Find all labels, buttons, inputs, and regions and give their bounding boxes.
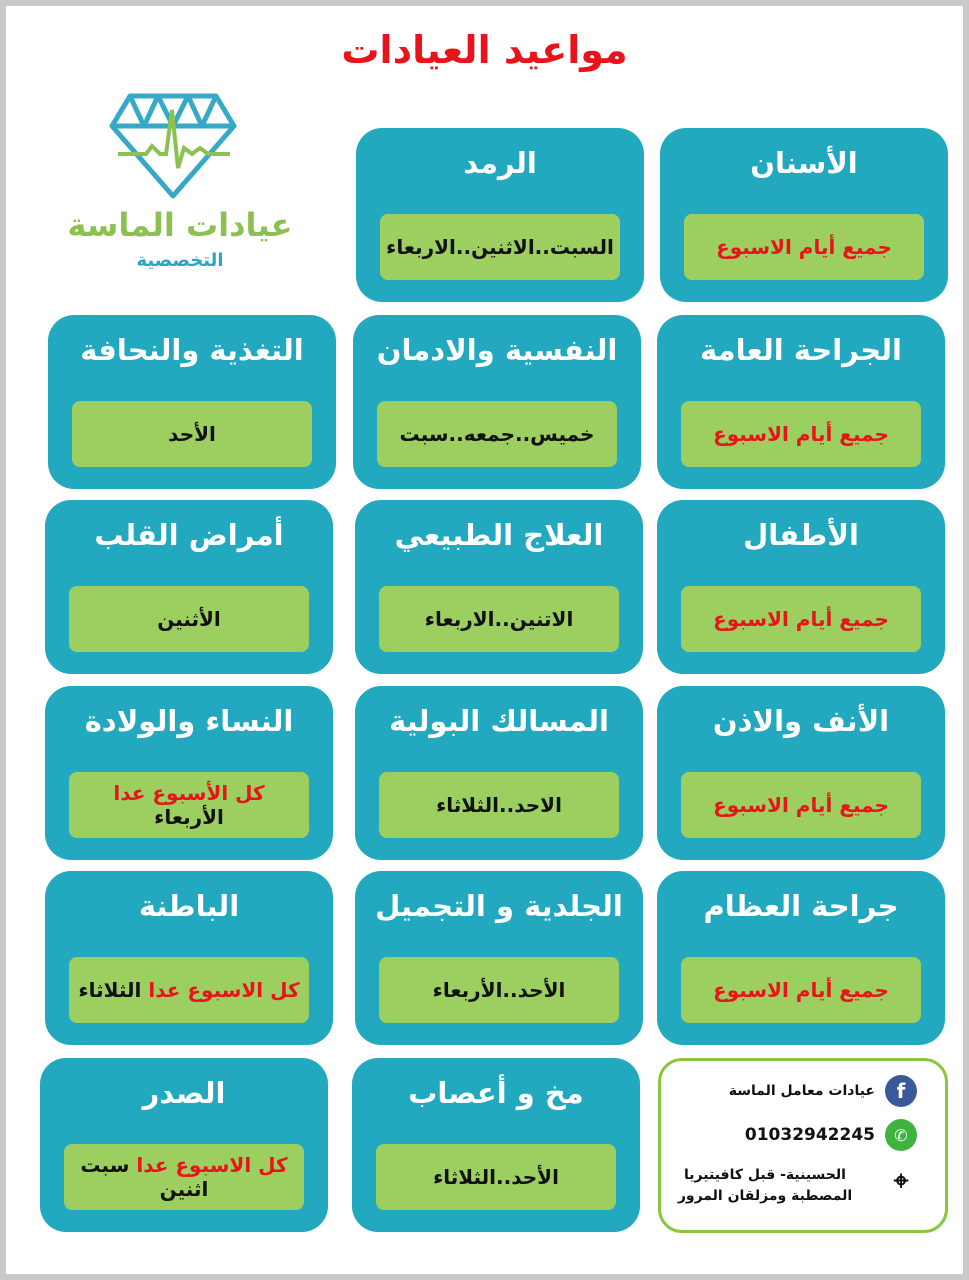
schedule-text: الاحد..الثلاثاء	[436, 793, 562, 817]
clinic-schedule	[681, 401, 921, 467]
location-pin-icon: ⌖	[893, 1165, 909, 1196]
clinic-schedule	[69, 957, 309, 1023]
clinic-schedule	[681, 586, 921, 652]
clinic-title: مخ و أعصاب	[408, 1076, 584, 1110]
clinic-card	[352, 1058, 640, 1232]
schedule-text: جميع أيام الاسبوع	[713, 607, 889, 631]
clinic-card	[355, 500, 643, 674]
logo-subtitle: التخصصية	[136, 250, 224, 271]
whatsapp-icon: ✆	[885, 1119, 917, 1151]
clinic-title: الباطنة	[138, 889, 240, 923]
schedule-text: الأثنين	[157, 607, 221, 631]
clinic-title: جراحة العظام	[703, 889, 899, 923]
page-title: مواعيد العيادات	[341, 28, 628, 72]
clinic-title: أمراض القلب	[94, 518, 284, 552]
clinic-card	[355, 871, 643, 1045]
clinic-schedule	[684, 214, 924, 280]
clinic-card	[45, 686, 333, 860]
clinic-schedule	[681, 957, 921, 1023]
clinic-title: الأنف والاذن	[712, 704, 890, 738]
clinic-card	[657, 315, 945, 489]
clinic-title: الجراحة العامة	[700, 333, 902, 367]
clinic-title: الأطفال	[743, 518, 859, 552]
logo-name: عيادات الماسة	[67, 206, 293, 244]
schedule-text: خميس..جمعه..سبت	[399, 422, 595, 446]
clinic-title: الرمد	[463, 146, 537, 180]
clinic-card	[660, 128, 948, 302]
schedule-text: كل الاسبوع عدا	[136, 1153, 288, 1177]
address-row	[655, 1165, 917, 1207]
clinic-title: النفسية والادمان	[376, 333, 618, 367]
clinic-card	[48, 315, 336, 489]
whatsapp-row[interactable]	[745, 1119, 917, 1151]
clinic-schedule	[379, 957, 619, 1023]
schedule-text: كل الاسبوع عدا	[148, 978, 300, 1002]
clinic-card	[353, 315, 641, 489]
clinic-schedule	[376, 1144, 616, 1210]
schedule-text: الأحد..الثلاثاء	[433, 1165, 559, 1189]
schedule-text: الاتنين..الاربعاء	[424, 607, 574, 631]
clinic-title: العلاج الطبيعي	[394, 518, 604, 552]
whatsapp-number: 01032942245	[744, 1125, 875, 1145]
clinic-card	[45, 871, 333, 1045]
contact-box	[658, 1058, 948, 1233]
clinic-schedule	[681, 772, 921, 838]
clinic-schedule	[380, 214, 620, 280]
schedule-text: سبت اثنين	[80, 1153, 209, 1201]
schedule-text: جميع أيام الاسبوع	[716, 235, 892, 259]
schedule-text: جميع أيام الاسبوع	[713, 793, 889, 817]
clinic-card	[356, 128, 644, 302]
clinic-schedule	[377, 401, 617, 467]
clinic-title: الصدر	[142, 1076, 226, 1110]
clinic-card	[657, 500, 945, 674]
schedule-text: الأربعاء	[154, 805, 224, 829]
clinic-schedule	[64, 1144, 304, 1210]
schedule-text: جميع أيام الاسبوع	[713, 422, 889, 446]
facebook-page-name: عيادات معامل الماسة	[728, 1083, 875, 1099]
clinic-schedule	[69, 772, 309, 838]
clinic-card	[657, 871, 945, 1045]
schedule-text: جميع أيام الاسبوع	[713, 978, 889, 1002]
clinic-schedule	[379, 586, 619, 652]
clinic-title: الأسنان	[750, 146, 858, 180]
clinic-title: التغذية والنحافة	[80, 333, 304, 367]
clinic-logo	[60, 88, 300, 288]
facebook-icon: f	[885, 1075, 917, 1107]
schedule-text: الثلاثاء	[78, 978, 142, 1002]
facebook-row[interactable]	[729, 1075, 917, 1107]
clinic-card	[45, 500, 333, 674]
diamond-heartbeat-icon	[108, 92, 238, 202]
address-text: الحسينية- قبل كافيتيريا المصطبة ومزلقان المرور	[677, 1167, 853, 1204]
clinic-schedule	[69, 586, 309, 652]
schedule-text: الأحد..الأربعاء	[432, 978, 566, 1002]
schedule-text: كل الأسبوع عدا	[113, 781, 265, 805]
clinic-title: المسالك البولية	[389, 704, 609, 738]
clinic-card	[40, 1058, 328, 1232]
clinic-card	[355, 686, 643, 860]
schedule-text: الأحد	[168, 422, 216, 446]
clinic-title: الجلدية و التجميل	[375, 889, 623, 923]
clinic-card	[657, 686, 945, 860]
schedule-text: السبت..الاثنين..الاربعاء	[386, 235, 614, 259]
clinic-title: النساء والولادة	[84, 704, 294, 738]
clinic-schedule	[379, 772, 619, 838]
clinic-schedule	[72, 401, 312, 467]
